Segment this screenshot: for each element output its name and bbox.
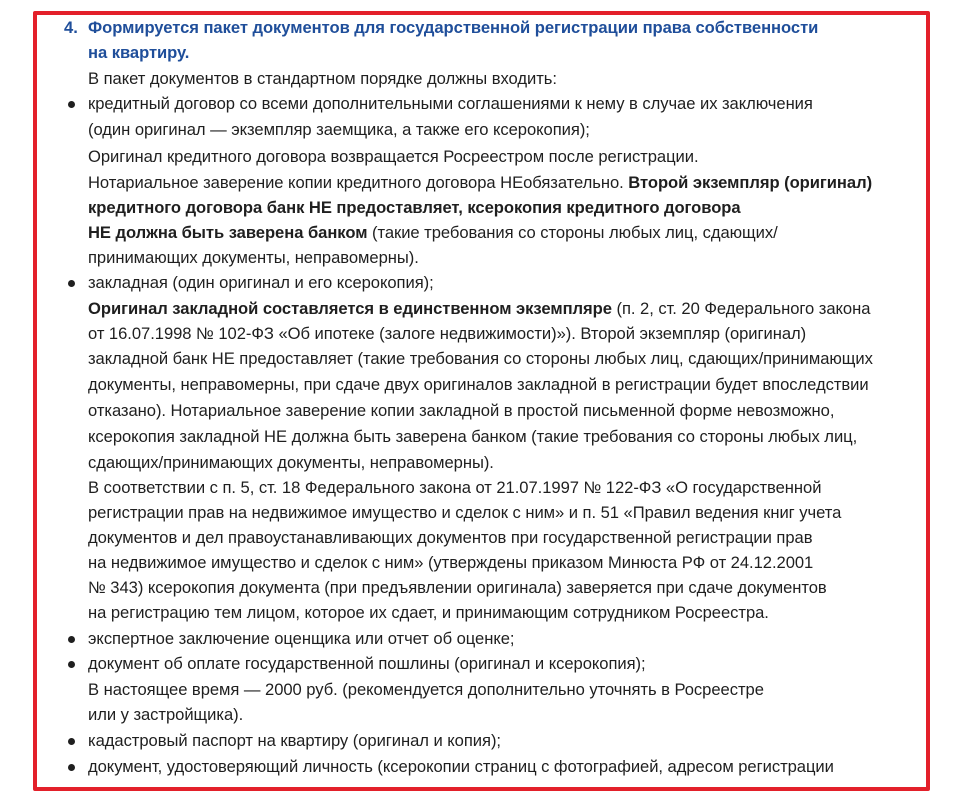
list-item-2-line13: № 343) ксерокопия документа (при предъявлении оригинала) заверяется при сдаче документов xyxy=(88,578,827,597)
list-item-1-line3: Оригинал кредитного договора возвращается Росреестром после регистрации. xyxy=(88,147,699,166)
bullet-icon xyxy=(68,738,75,745)
bullet-icon xyxy=(68,101,75,108)
list-item-2-line2-bold: Оригинал закладной составляется в единственном экземпляре xyxy=(88,299,612,318)
list-item-2-line12: на недвижимое имущество и сделок с ним» (утверждены приказом Минюста РФ от 24.12.2001 xyxy=(88,553,814,572)
list-item-5-line1: кадастровый паспорт на квартиру (оригинал и копия); xyxy=(88,731,501,750)
list-item-2-line7: ксерокопия закладной НЕ должна быть заверена банком (такие требования со стороны любых лиц, xyxy=(88,427,858,446)
list-item-4-line1: документ об оплате государственной пошлины (оригинал и ксерокопия); xyxy=(88,654,646,673)
list-item-2-line9: В соответствии с п. 5, ст. 18 Федерального закона от 21.07.1997 № 122-ФЗ «О государственной xyxy=(88,478,822,497)
list-item-1-line4 xyxy=(88,171,872,195)
section-intro: В пакет документов в стандартном порядке должны входить: xyxy=(88,69,557,88)
list-item-2-line5: документы, неправомерны, при сдаче двух оригиналов закладной в регистрации будет впоследствии xyxy=(88,375,869,394)
list-item-1-line5 xyxy=(88,196,741,220)
list-item-1-line6-text: (такие требования со стороны любых лиц, сдающих/ xyxy=(367,223,778,242)
list-item-4-line2: В настоящее время — 2000 руб. (рекомендуется дополнительно уточнять в Росреестре xyxy=(88,680,764,699)
list-item-2-line4: закладной банк НЕ предоставляет (такие требования со стороны любых лиц, сдающих/принимающих xyxy=(88,349,873,368)
list-item-2-line8: сдающих/принимающих документы, неправомерны). xyxy=(88,453,494,472)
section-number: 4. xyxy=(64,18,78,37)
list-item-2-line1: закладная (один оригинал и его ксерокопия); xyxy=(88,273,434,292)
bullet-icon xyxy=(68,661,75,668)
list-item-2-line2-text: (п. 2, ст. 20 Федерального закона xyxy=(611,299,871,318)
list-item-3-line1: экспертное заключение оценщика или отчет об оценке; xyxy=(88,629,515,648)
section-title-line1: Формируется пакет документов для государственной регистрации права собственности xyxy=(88,18,819,37)
list-item-2-line10: регистрации прав на недвижимое имущество и сделок с ним» и п. 51 «Правил ведения книг учета xyxy=(88,503,842,522)
bullet-icon xyxy=(68,636,75,643)
list-item-1-line5-bold: кредитного договора банк НЕ предоставляет, ксерокопия кредитного договора xyxy=(88,198,741,217)
list-item-2-line14: на регистрацию тем лицом, которое их сдает, и принимающим сотрудником Росреестра. xyxy=(88,603,769,622)
list-item-1-line4-bold: Второй экземпляр (оригинал) xyxy=(628,173,873,192)
list-item-2-line6: отказано). Нотариальное заверение копии закладной в простой письменной форме невозможно, xyxy=(88,401,835,420)
list-item-6-line1: документ, удостоверяющий личность (ксерокопии страниц с фотографией, адресом регистрации xyxy=(88,757,834,776)
bullet-icon xyxy=(68,280,75,287)
list-item-1-line4-text: Нотариальное заверение копии кредитного договора НЕобязательно. xyxy=(88,173,629,192)
list-item-1-line7: принимающих документы, неправомерны). xyxy=(88,248,419,267)
list-item-1-line1: кредитный договор со всеми дополнительными соглашениями к нему в случае их заключения xyxy=(88,94,813,113)
list-item-1-line2: (один оригинал — экземпляр заемщика, а также его ксерокопия); xyxy=(88,120,590,139)
list-item-2-line3: от 16.07.1998 № 102-ФЗ «Об ипотеке (залоге недвижимости)»). Второй экземпляр (оригинал) xyxy=(88,324,807,343)
list-item-1-line6-bold: НЕ должна быть заверена банком xyxy=(88,223,368,242)
list-item-2-line2 xyxy=(88,297,870,321)
bullet-icon xyxy=(68,764,75,771)
section-title-line2: на квартиру. xyxy=(88,43,190,62)
list-item-4-line3: или у застройщика). xyxy=(88,705,244,724)
list-item-2-line11: документов и дел правоустанавливающих документов при государственной регистрации прав xyxy=(88,528,813,547)
list-item-1-line6 xyxy=(88,221,778,245)
